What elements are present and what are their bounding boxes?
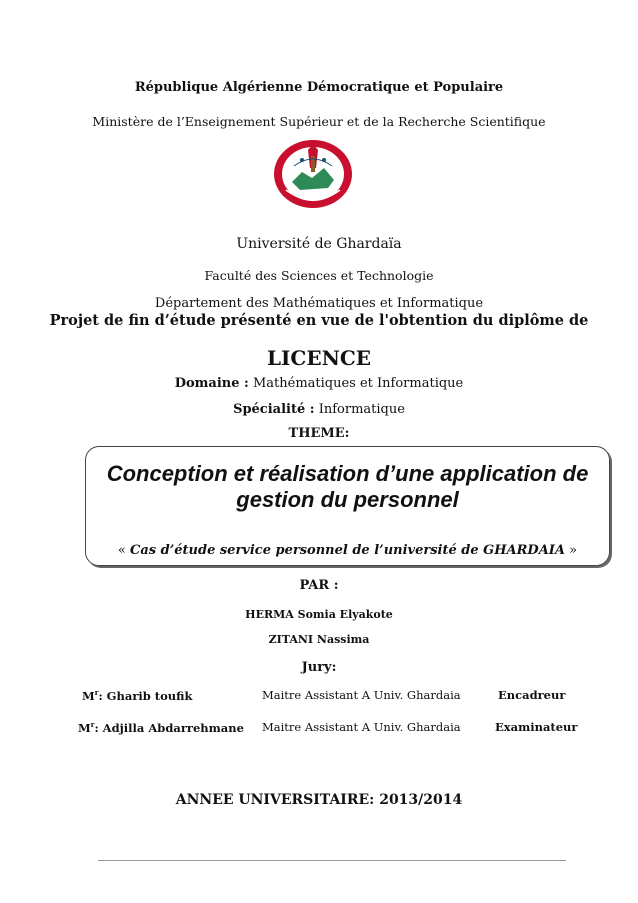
domain-label: Domaine : bbox=[174, 376, 249, 391]
author-name: HERMA Somia Elyakote bbox=[245, 608, 393, 621]
speciality-line bbox=[0, 402, 638, 417]
footer-divider bbox=[98, 860, 566, 861]
theme-subtitle bbox=[86, 543, 609, 558]
title-sup: r bbox=[90, 720, 95, 729]
theme-title: Conception et réalisation d’une application de gestion du personnel bbox=[106, 461, 589, 512]
jury-member-name bbox=[78, 720, 244, 735]
university-seal-logo bbox=[272, 138, 354, 210]
speciality-label: Spécialité : bbox=[233, 402, 315, 417]
member-name: : Gharib toufik bbox=[98, 688, 193, 703]
member-name: : Adjilla Abdarrehmane bbox=[94, 720, 244, 735]
theme-box bbox=[85, 446, 610, 566]
degree-title: LICENCE bbox=[266, 346, 372, 370]
ministry-heading: Ministère de l’Enseignement Supérieur et de la Recherche Scientifique bbox=[92, 114, 546, 129]
open-quote: « bbox=[117, 543, 126, 558]
theme-subtitle-text: Cas d’étude service personnel de l’université de GHARDAIA bbox=[130, 543, 565, 558]
close-quote: » bbox=[569, 543, 578, 558]
title-prefix: M bbox=[82, 688, 95, 703]
authors-label: PAR : bbox=[299, 578, 339, 593]
speciality-value: Informatique bbox=[318, 402, 405, 417]
title-sup: r bbox=[94, 688, 99, 697]
republic-heading: République Algérienne Démocratique et Populaire bbox=[134, 80, 504, 95]
jury-member-function: Examinateur bbox=[495, 720, 578, 734]
jury-label: Jury: bbox=[301, 660, 337, 675]
title-prefix: M bbox=[78, 720, 91, 735]
domain-line bbox=[0, 376, 638, 391]
theme-label: THEME: bbox=[288, 426, 350, 441]
author-name: ZITANI Nassima bbox=[268, 633, 370, 646]
faculty-name: Faculté des Sciences et Technologie bbox=[204, 268, 434, 283]
jury-member-name bbox=[82, 688, 192, 703]
jury-member-role: Maitre Assistant A Univ. Ghardaia bbox=[262, 720, 461, 734]
jury-member-function: Encadreur bbox=[498, 688, 566, 702]
department-name: Département des Mathématiques et Informatique bbox=[154, 296, 484, 311]
project-intro: Projet de fin d’étude présenté en vue de l'obtention du diplôme de bbox=[49, 312, 589, 329]
domain-value: Mathématiques et Informatique bbox=[252, 376, 464, 391]
university-name: Université de Ghardaïa bbox=[236, 236, 402, 252]
academic-year: ANNEE UNIVERSITAIRE: 2013/2014 bbox=[175, 792, 463, 808]
jury-member-role: Maitre Assistant A Univ. Ghardaia bbox=[262, 688, 461, 702]
